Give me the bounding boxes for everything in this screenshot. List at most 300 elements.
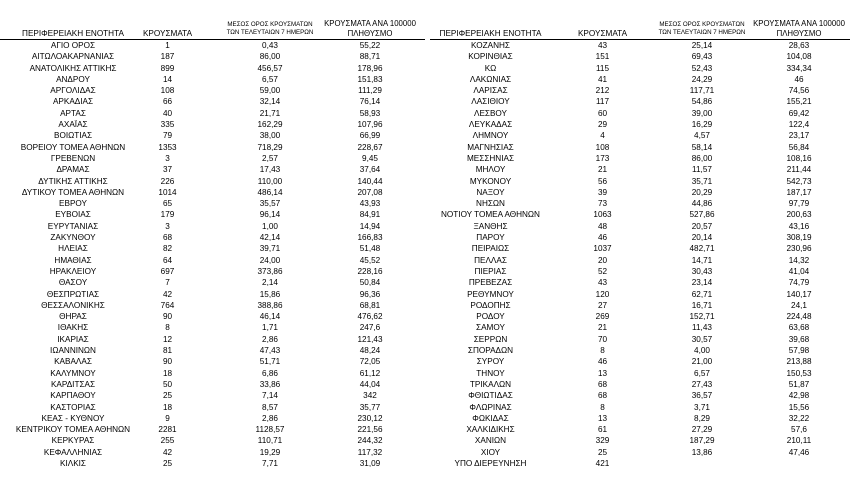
- cell-per100k: 58,93: [359, 108, 381, 118]
- cell-cases: 13: [597, 413, 608, 423]
- table-row: [0, 53, 425, 64]
- table-row: [430, 437, 850, 448]
- cell-per100k: 61,12: [359, 368, 381, 378]
- cell-cases: 37: [162, 165, 173, 175]
- cell-region: ΛΑΡΙΣΑΣ: [473, 86, 508, 96]
- cell-region: ΠΑΡΟΥ: [476, 233, 505, 243]
- cell-per100k: 334,34: [786, 63, 812, 73]
- cell-per100k: 69,42: [788, 108, 810, 118]
- cell-avg: 20,14: [691, 233, 713, 243]
- cell-cases: 29: [597, 120, 608, 130]
- cell-per100k: 476,62: [357, 312, 383, 322]
- cell-per100k: 228,67: [357, 142, 383, 152]
- cell-per100k: 247,6: [359, 323, 381, 333]
- cell-per100k: 178,96: [357, 63, 383, 73]
- cell-avg: 21,00: [691, 357, 713, 367]
- cell-avg: 39,71: [259, 244, 281, 254]
- cell-cases: 226: [160, 176, 175, 186]
- cell-avg: 718,29: [257, 142, 283, 152]
- header-avg: [652, 21, 752, 37]
- cell-region: ΕΒΡΟΥ: [59, 199, 87, 209]
- cell-cases: 40: [162, 108, 173, 118]
- cell-region: ΚΕΝΤΡΙΚΟΥ ΤΟΜΕΑ ΑΘΗΝΩΝ: [15, 425, 131, 435]
- cell-cases: 255: [160, 436, 175, 446]
- cell-per100k: 46: [794, 74, 804, 84]
- cell-region: ΧΑΝΙΩΝ: [474, 436, 507, 446]
- cell-cases: 25: [597, 447, 608, 457]
- cell-region: ΛΑΚΩΝΙΑΣ: [469, 74, 512, 84]
- cell-region: ΜΥΚΟΝΟΥ: [469, 176, 512, 186]
- table-row: [0, 132, 425, 143]
- cell-per100k: 207,08: [357, 187, 383, 197]
- cell-per100k: 342: [363, 391, 377, 401]
- header-cases: ΚΡΟΥΣΜΑΤΑ: [577, 28, 628, 38]
- cell-per100k: 230,96: [786, 244, 812, 254]
- cell-per100k: 228,16: [357, 266, 383, 276]
- table-row: [430, 358, 850, 369]
- cell-cases: 39: [597, 187, 608, 197]
- cell-region: ΠΕΛΛΑΣ: [474, 255, 507, 265]
- cell-avg: 42,14: [259, 233, 281, 243]
- cell-avg: 47,43: [259, 346, 281, 356]
- left-table-rows: [0, 42, 425, 471]
- cell-cases: 179: [160, 210, 175, 220]
- cell-region: ΚΑΣΤΟΡΙΑΣ: [50, 402, 96, 412]
- cell-avg: 23,14: [691, 278, 713, 288]
- cell-cases: 329: [595, 436, 610, 446]
- cell-avg: 86,00: [259, 52, 281, 62]
- cell-region: ΔΥΤΙΚΟΥ ΤΟΜΕΑ ΑΘΗΝΩΝ: [21, 187, 125, 197]
- cell-avg: 11,57: [692, 165, 712, 175]
- table-row: [0, 392, 425, 403]
- header-cases: ΚΡΟΥΣΜΑΤΑ: [142, 28, 193, 38]
- cell-per100k: 72,05: [359, 357, 381, 367]
- cell-cases: 764: [160, 300, 175, 310]
- cell-avg: 44,86: [691, 199, 713, 209]
- cell-cases: 68: [162, 233, 173, 243]
- cell-per100k: 121,43: [357, 334, 383, 344]
- cell-region: ΛΗΜΝΟΥ: [472, 131, 509, 141]
- cell-per100k: 23,17: [788, 131, 810, 141]
- cell-cases: 3: [165, 153, 170, 163]
- cell-avg: 388,86: [257, 300, 283, 310]
- cell-per100k: 97,79: [788, 199, 810, 209]
- cell-per100k: 230,12: [357, 413, 383, 423]
- cell-avg: 54,86: [691, 97, 713, 107]
- cell-region: ΤΡΙΚΑΛΩΝ: [469, 379, 512, 389]
- cell-avg: 21,71: [259, 108, 281, 118]
- cell-cases: 7: [165, 278, 170, 288]
- cell-cases: 8: [600, 402, 605, 412]
- header-per-line2: ΠΛΗΘΥΣΜΟ: [776, 29, 822, 38]
- cell-region: ΘΑΣΟΥ: [58, 278, 88, 288]
- cell-cases: 82: [162, 244, 173, 254]
- cell-region: ΚΕΑΣ - ΚΥΘΝΟΥ: [41, 413, 105, 423]
- cell-avg: 16,71: [691, 300, 713, 310]
- cell-cases: 60: [597, 108, 608, 118]
- cell-avg: 69,43: [691, 52, 713, 62]
- cell-cases: 43: [597, 41, 608, 50]
- header-per100k: [748, 19, 850, 39]
- cell-per100k: 24,1: [791, 300, 807, 310]
- cell-cases: 13: [597, 368, 608, 378]
- cell-per100k: 31,09: [359, 458, 381, 468]
- header-avg-line2: ΤΩΝ ΤΕΛΕΥΤΑΙΩΝ 7 ΗΜΕΡΩΝ: [226, 29, 314, 36]
- cell-cases: 9: [165, 413, 170, 423]
- cell-region: ΧΑΛΚΙΔΙΚΗΣ: [466, 425, 515, 435]
- cell-per100k: 96,36: [359, 289, 381, 299]
- cell-per100k: 200,63: [786, 210, 812, 220]
- cell-avg: 117,71: [689, 86, 715, 96]
- cell-per100k: 140,44: [357, 176, 383, 186]
- cell-region: ΦΘΙΩΤΙΔΑΣ: [468, 391, 513, 401]
- cell-per100k: 111,29: [358, 86, 382, 96]
- cell-per100k: 166,83: [357, 233, 383, 243]
- cell-cases: 43: [597, 278, 608, 288]
- cell-avg: 35,71: [691, 176, 713, 186]
- table-row: [430, 166, 850, 177]
- cell-cases: 117: [595, 97, 610, 107]
- cell-avg: 39,00: [691, 108, 713, 118]
- cell-per100k: 117,32: [357, 447, 383, 457]
- cell-per100k: 74,56: [788, 86, 810, 96]
- cell-per100k: 39,68: [788, 334, 810, 344]
- cell-region: ΚΟΖΑΝΗΣ: [471, 41, 510, 50]
- cell-cases: 212: [595, 86, 610, 96]
- cell-cases: 90: [162, 357, 173, 367]
- cell-region: ΚΟΡΙΝΘΙΑΣ: [468, 52, 513, 62]
- header-avg: [220, 21, 320, 37]
- cell-region: ΚΕΡΚΥΡΑΣ: [51, 436, 95, 446]
- cell-region: ΛΕΥΚΑΔΑΣ: [468, 120, 513, 130]
- cell-region: ΝΗΣΩΝ: [476, 199, 505, 209]
- cell-cases: 697: [160, 266, 175, 276]
- cell-per100k: 28,63: [788, 41, 810, 50]
- right-table-rows: [430, 42, 850, 471]
- cell-cases: 899: [160, 63, 175, 73]
- cell-region: ΡΟΔΟΥ: [476, 312, 505, 322]
- cell-cases: 61: [597, 425, 608, 435]
- cell-region: ΑΝΑΤΟΛΙΚΗΣ ΑΤΤΙΚΗΣ: [29, 63, 117, 73]
- cell-cases: 12: [162, 334, 173, 344]
- cell-avg: 46,14: [259, 312, 281, 322]
- cell-avg: 14,71: [691, 255, 713, 265]
- cell-region: ΑΧΑΪΑΣ: [58, 120, 88, 130]
- cell-region: ΜΑΓΝΗΣΙΑΣ: [467, 142, 514, 152]
- cell-region: ΜΗΛΟΥ: [475, 165, 506, 175]
- cell-per100k: 224,48: [786, 312, 812, 322]
- cell-region: ΙΘΑΚΗΣ: [57, 323, 89, 333]
- cell-region: ΘΗΡΑΣ: [59, 312, 87, 322]
- cell-avg: 6,57: [694, 368, 710, 378]
- cell-per100k: 50,84: [359, 278, 381, 288]
- cell-region: ΚΑΒΑΛΑΣ: [54, 357, 92, 367]
- cell-avg: 4,00: [694, 346, 710, 356]
- cell-avg: 17,43: [259, 165, 281, 175]
- cell-avg: 486,14: [257, 187, 283, 197]
- cell-per100k: 74,79: [788, 278, 810, 288]
- cell-cases: 52: [597, 266, 608, 276]
- cell-avg: 16,29: [691, 120, 713, 130]
- cell-avg: 4,57: [694, 131, 710, 141]
- cell-cases: 65: [162, 199, 173, 209]
- cell-cases: 120: [595, 289, 610, 299]
- cell-region: ΚΕΦΑΛΛΗΝΙΑΣ: [43, 447, 103, 457]
- cell-per100k: 140,17: [786, 289, 812, 299]
- cell-region: ΖΑΚΥΝΘΟΥ: [50, 233, 96, 243]
- cell-per100k: 45,52: [359, 255, 381, 265]
- cell-region: ΑΡΚΑΔΙΑΣ: [52, 97, 94, 107]
- cell-per100k: 542,73: [786, 176, 812, 186]
- cell-cases: 14: [162, 74, 173, 84]
- header-avg-line1: ΜΕΣΟΣ ΟΡΟΣ ΚΡΟΥΣΜΑΤΩΝ: [227, 21, 313, 28]
- cell-avg: 27,43: [691, 379, 713, 389]
- cell-avg: 52,43: [691, 63, 713, 73]
- cell-avg: 162,29: [257, 120, 283, 130]
- cell-avg: 32,14: [259, 97, 281, 107]
- cell-per100k: 221,56: [357, 425, 383, 435]
- cell-cases: 56: [597, 176, 608, 186]
- cell-per100k: 211,44: [786, 165, 812, 175]
- cell-avg: 24,00: [259, 255, 281, 265]
- cell-per100k: 63,68: [788, 323, 810, 333]
- cell-cases: 73: [597, 199, 608, 209]
- table-row: [430, 245, 850, 256]
- cell-cases: 66: [162, 97, 173, 107]
- cell-per100k: 187,17: [786, 187, 812, 197]
- cell-per100k: 88,71: [359, 52, 381, 62]
- cell-per100k: 44,04: [359, 379, 381, 389]
- cell-per100k: 84,91: [359, 210, 381, 220]
- cell-per100k: 68,81: [359, 300, 381, 310]
- cell-region: ΒΟΡΕΙΟΥ ΤΟΜΕΑ ΑΘΗΝΩΝ: [20, 142, 126, 152]
- cell-cases: 173: [595, 153, 610, 163]
- cell-per100k: 210,11: [786, 436, 812, 446]
- header-rule: [0, 39, 425, 40]
- cell-per100k: 42,98: [788, 391, 810, 401]
- cell-per100k: 104,08: [786, 52, 812, 62]
- cell-region: ΠΡΕΒΕΖΑΣ: [468, 278, 513, 288]
- cell-cases: 3: [165, 221, 170, 231]
- cell-avg: 11,43: [692, 323, 712, 333]
- cell-region: ΣΑΜΟΥ: [476, 323, 505, 333]
- left-table-header: [0, 0, 425, 40]
- cell-region: ΔΥΤΙΚΗΣ ΑΤΤΙΚΗΣ: [38, 176, 108, 186]
- cell-per100k: 213,88: [786, 357, 812, 367]
- cell-cases: 41: [597, 74, 608, 84]
- cell-avg: 30,43: [691, 266, 713, 276]
- cell-avg: 2,86: [262, 334, 278, 344]
- cell-cases: 1014: [158, 187, 177, 197]
- cell-cases: 46: [597, 357, 608, 367]
- cell-cases: 4: [600, 131, 605, 141]
- cell-per100k: 9,45: [362, 153, 378, 163]
- cell-avg: 6,57: [262, 74, 278, 84]
- header-per-line1: ΚΡΟΥΣΜΑΤΑ ΑΝΑ 100000: [324, 19, 416, 28]
- cell-per100k: 57,6: [791, 425, 807, 435]
- cell-region: ΚΑΡΔΙΤΣΑΣ: [50, 379, 96, 389]
- table-row: [0, 166, 425, 177]
- cell-avg: 1,71: [262, 323, 278, 333]
- cell-cases: 187: [160, 52, 175, 62]
- cell-per100k: 150,53: [786, 368, 812, 378]
- cell-cases: 27: [597, 300, 608, 310]
- cell-region: ΚΩ: [484, 63, 497, 73]
- cell-region: ΒΟΙΩΤΙΑΣ: [53, 131, 93, 141]
- cell-region: ΑΝΔΡΟΥ: [56, 74, 90, 84]
- table-row: [0, 279, 425, 290]
- cell-region: ΣΠΟΡΑΔΩΝ: [467, 346, 514, 356]
- cell-region: ΝΑΞΟΥ: [476, 187, 505, 197]
- table-row: [430, 392, 850, 403]
- right-table-header: [430, 0, 850, 40]
- cell-region: ΘΕΣΠΡΩΤΙΑΣ: [46, 289, 100, 299]
- cell-region: ΚΑΛΥΜΝΟΥ: [50, 368, 96, 378]
- cell-avg: 482,71: [689, 244, 715, 254]
- cell-region: ΣΥΡΟΥ: [476, 357, 505, 367]
- cell-cases: 8: [600, 346, 605, 356]
- cell-region: ΑΓΙΟ ΟΡΟΣ: [50, 41, 96, 50]
- cell-per100k: 107,96: [357, 120, 383, 130]
- cell-cases: 46: [597, 233, 608, 243]
- cell-cases: 1353: [158, 142, 177, 152]
- cell-avg: 2,57: [262, 153, 278, 163]
- cell-region: ΠΙΕΡΙΑΣ: [474, 266, 507, 276]
- cell-per100k: 51,87: [788, 379, 810, 389]
- header-per100k: [320, 19, 420, 39]
- cell-avg: 20,29: [691, 187, 713, 197]
- cell-cases: 42: [162, 289, 173, 299]
- cell-avg: 96,14: [259, 210, 281, 220]
- cell-cases: 79: [162, 131, 173, 141]
- cell-per100k: 76,14: [359, 97, 381, 107]
- cell-avg: 58,14: [691, 142, 713, 152]
- cell-per100k: 14,32: [788, 255, 810, 265]
- table-row: [430, 53, 850, 64]
- cell-avg: 15,86: [259, 289, 281, 299]
- cell-per100k: 51,48: [359, 244, 381, 254]
- cell-avg: 110,71: [257, 436, 283, 446]
- cell-cases: 70: [597, 334, 608, 344]
- cell-region: ΙΚΑΡΙΑΣ: [57, 334, 89, 344]
- cell-per100k: 48,24: [359, 346, 381, 356]
- cell-avg: 8,29: [694, 413, 710, 423]
- table-row: [430, 460, 850, 471]
- cell-avg: 38,00: [259, 131, 281, 141]
- cell-cases: 8: [165, 323, 170, 333]
- cell-per100k: 15,56: [788, 402, 810, 412]
- table-row: [430, 279, 850, 290]
- cell-region: ΙΩΑΝΝΙΝΩΝ: [50, 346, 96, 356]
- cell-per100k: 37,64: [359, 165, 381, 175]
- cell-region: ΕΥΡΥΤΑΝΙΑΣ: [47, 221, 99, 231]
- header-rule: [430, 39, 850, 40]
- cell-region: ΥΠΟ ΔΙΕΡΕΥΝΗΣΗ: [454, 458, 527, 468]
- cell-region: ΡΕΘΥΜΝΟΥ: [467, 289, 514, 299]
- cell-cases: 2281: [158, 425, 177, 435]
- cell-cases: 42: [162, 447, 173, 457]
- cell-cases: 18: [162, 368, 173, 378]
- cell-per100k: 43,16: [788, 221, 810, 231]
- cell-cases: 108: [160, 86, 175, 96]
- cell-per100k: 308,19: [786, 233, 812, 243]
- cell-cases: 25: [162, 458, 173, 468]
- cell-region: ΘΕΣΣΑΛΟΝΙΚΗΣ: [41, 300, 105, 310]
- cell-cases: 68: [597, 391, 608, 401]
- cell-avg: 24,29: [691, 74, 713, 84]
- cell-avg: 8,57: [262, 402, 278, 412]
- cell-cases: 108: [595, 142, 610, 152]
- cell-per100k: 66,99: [359, 131, 381, 141]
- cell-avg: 527,86: [689, 210, 715, 220]
- cell-cases: 20: [597, 255, 608, 265]
- cell-avg: 187,29: [689, 436, 715, 446]
- cell-per100k: 43,93: [359, 199, 381, 209]
- cell-region: ΦΛΩΡΙΝΑΣ: [469, 402, 512, 412]
- header-per-line1: ΚΡΟΥΣΜΑΤΑ ΑΝΑ 100000: [753, 19, 845, 28]
- cell-cases: 1: [165, 41, 170, 50]
- cell-region: ΜΕΣΣΗΝΙΑΣ: [466, 153, 515, 163]
- cell-avg: 35,57: [259, 199, 281, 209]
- cell-region: ΡΟΔΟΠΗΣ: [470, 300, 511, 310]
- cell-region: ΚΙΛΚΙΣ: [59, 458, 86, 468]
- cell-cases: 21: [597, 165, 608, 175]
- cell-cases: 335: [160, 120, 175, 130]
- cell-cases: 64: [162, 255, 173, 265]
- cell-region: ΚΑΡΠΑΘΟΥ: [50, 391, 96, 401]
- cell-region: ΛΕΣΒΟΥ: [473, 108, 508, 118]
- cell-per100k: 155,21: [786, 97, 812, 107]
- cell-avg: 456,57: [257, 63, 283, 73]
- cell-cases: 81: [162, 346, 173, 356]
- cell-cases: 115: [595, 63, 610, 73]
- table-row: [0, 460, 425, 471]
- cell-region: ΛΑΣΙΘΙΟΥ: [471, 97, 510, 107]
- cell-avg: 36,57: [691, 391, 713, 401]
- cell-per100k: 56,84: [788, 142, 810, 152]
- cell-per100k: 57,98: [788, 346, 810, 356]
- table-row: [0, 358, 425, 369]
- cell-avg: 2,14: [262, 278, 278, 288]
- cell-avg: 1128,57: [255, 425, 285, 435]
- cell-avg: 86,00: [691, 153, 713, 163]
- cell-per100k: 32,22: [788, 413, 810, 423]
- cell-cases: 421: [595, 458, 610, 468]
- cell-per100k: 151,83: [357, 74, 383, 84]
- table-row: [0, 245, 425, 256]
- header-region: ΠΕΡΙΦΕΡΕΙΑΚΗ ΕΝΟΤΗΤΑ: [22, 28, 124, 38]
- cell-per100k: 244,32: [357, 436, 383, 446]
- cell-region: ΦΩΚΙΔΑΣ: [472, 413, 509, 423]
- cell-avg: 1,00: [262, 221, 278, 231]
- cell-region: ΧΙΟΥ: [480, 447, 501, 457]
- cell-per100k: 41,04: [788, 266, 810, 276]
- header-avg-line1: ΜΕΣΟΣ ΟΡΟΣ ΚΡΟΥΣΜΑΤΩΝ: [659, 21, 745, 28]
- cell-avg: 51,71: [259, 357, 281, 367]
- cell-avg: 19,29: [259, 447, 281, 457]
- cell-cases: 269: [595, 312, 610, 322]
- cell-cases: 48: [597, 221, 608, 231]
- cell-avg: 20,57: [691, 221, 713, 231]
- cell-per100k: 55,22: [359, 41, 381, 50]
- cell-avg: 7,14: [262, 391, 278, 401]
- table-row: [0, 437, 425, 448]
- cell-cases: 18: [162, 402, 173, 412]
- cell-region: ΗΛΕΙΑΣ: [58, 244, 88, 254]
- cell-avg: 27,29: [691, 425, 713, 435]
- cell-avg: 2,86: [262, 413, 278, 423]
- cell-region: ΑΡΓΟΛΙΔΑΣ: [50, 86, 96, 96]
